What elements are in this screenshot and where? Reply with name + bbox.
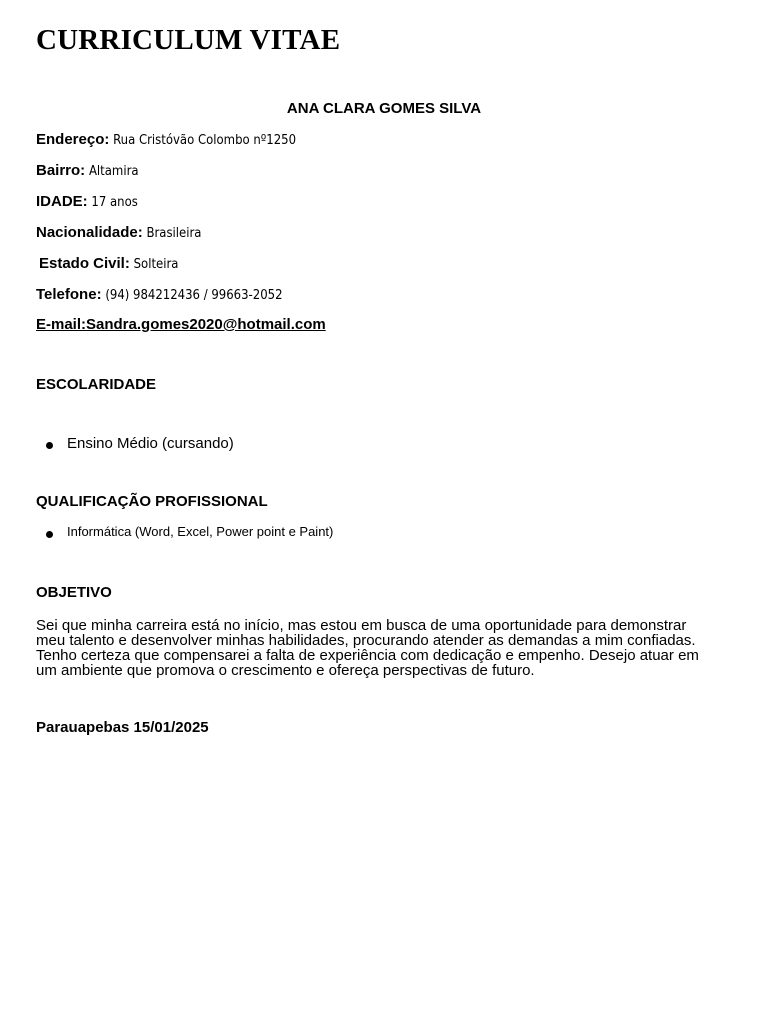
phone-row [36,286,283,304]
age-row [36,193,138,211]
phone-value: (94) 984212436 / 99663-2052 [105,288,283,303]
email-row [36,316,326,334]
place-date: Parauapebas 15/01/2025 [36,719,209,736]
objective-heading: OBJETIVO [36,584,112,601]
district-label: Bairro: [36,162,86,179]
address-value: Rua Cristóvão Colombo nº1250 [113,133,297,148]
qualification-bullet [46,531,53,538]
qualification-item: Informática (Word, Excel, Power point e Paint) [67,524,334,539]
age-label: IDADE: [36,193,88,210]
objective-paragraph [36,618,736,678]
civil-status-value: Solteira [133,257,179,272]
document-title: CURRICULUM VITAE [36,24,341,56]
address-row [36,131,296,149]
civil-status-row [39,255,178,273]
address-label: Endereço: [36,131,110,148]
phone-label: Telefone: [36,286,102,303]
education-item: Ensino Médio (cursando) [67,435,234,452]
objective-line: um ambiente que promova o crescimento e ofereça perspectivas de futuro. [36,662,535,679]
education-bullet [46,442,53,449]
nationality-row [36,224,201,242]
objective-line: Tenho certeza que compensarei a falta de experiência com dedicação e empenho. Desejo atuar em [36,647,699,664]
email-link[interactable]: E-mail:Sandra.gomes2020@hotmail.com [36,316,326,333]
education-heading: ESCOLARIDADE [36,376,157,393]
civil-status-label: Estado Civil: [39,255,130,272]
nationality-label: Nacionalidade: [36,224,143,241]
candidate-name: ANA CLARA GOMES SILVA [286,100,482,117]
district-row [36,162,139,180]
objective-line: meu talento e desenvolver minhas habilidades, procurando atender as demandas a mim confiadas. [36,632,696,649]
nationality-value: Brasileira [146,226,202,241]
qualification-heading: QUALIFICAÇÃO PROFISSIONAL [36,493,268,510]
age-value: 17 anos [91,195,138,210]
objective-line: Sei que minha carreira está no início, mas estou em busca de uma oportunidade para demonstrar [36,617,687,634]
district-value: Altamira [88,164,139,179]
